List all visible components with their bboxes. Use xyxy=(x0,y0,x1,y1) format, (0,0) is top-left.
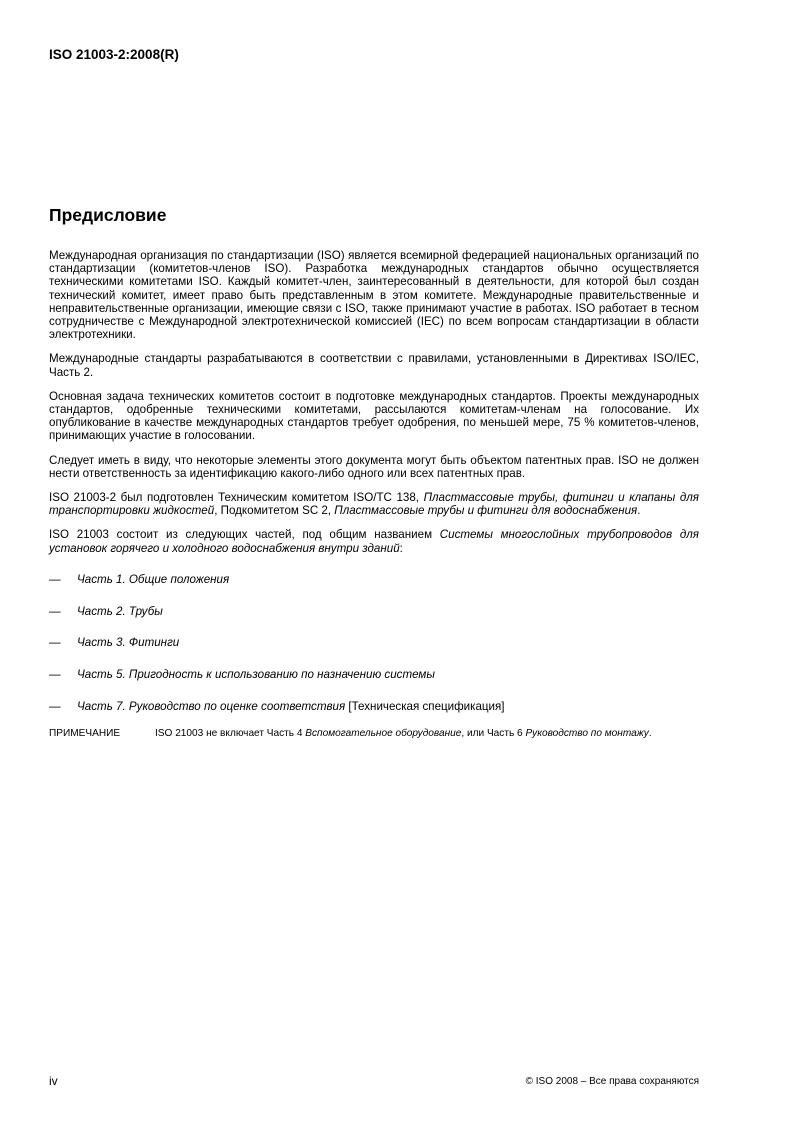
paragraph-6-series-title: Системы многослойных трубопроводов для установок горячего и холодного водоснабжения внутри зданий xyxy=(49,528,699,555)
dash: — xyxy=(49,636,61,650)
page-title: Предисловие xyxy=(49,205,167,225)
note-text-c: , или Часть 6 xyxy=(461,728,526,740)
parts-list xyxy=(49,573,699,713)
dash: — xyxy=(49,572,61,586)
paragraph-5-committee-title: Пластмассовые трубы, фитинги и клапаны для транспортировки жидкостей xyxy=(49,491,699,518)
list-item xyxy=(49,700,699,713)
note-part4-title: Вспомогательное оборудование xyxy=(305,728,462,740)
paragraph-6-text-c: : xyxy=(399,541,403,555)
part-title-wrapper xyxy=(77,573,229,586)
list-item xyxy=(49,636,699,649)
paragraph-1: Международная организация по стандартизации (ISO) является всемирной федерацией национальных организаций по стандартизации (комитетов-членов ISO). Разработка международных стандартов обычно осуществляется техническими комитетами ISO. Каждый комитет-член, заинтересованный в деятельности, для которой был создан технический комитет, имеет право быть представленным в этом комитете. Международные правительственные и неправительственные организации, имеющие связи с ISO, также принимают участие в работах. ISO работает в тесном сотрудничестве с Международной электротехнической комиссией (IEC) по всем вопросам стандартизации в области электротехники. xyxy=(49,249,699,342)
part-title: Часть 1. Общие положения xyxy=(77,572,230,586)
part-title-wrapper xyxy=(77,605,163,618)
foreword-body xyxy=(49,249,699,740)
note xyxy=(49,728,699,740)
part-title-wrapper xyxy=(77,636,179,649)
part-title-wrapper xyxy=(77,668,435,681)
paragraph-3: Основная задача технических комитетов состоит в подготовке международных стандартов. Проекты международных стандартов, одобренные техническими комитетами, рассылаются комитетам-членам на голосование. Их опубликование в качестве международных стандартов требует одобрения, по меньшей мере, 75 % комитетов-членов, принимающих участие в голосовании. xyxy=(49,389,699,443)
copyright-notice: © ISO 2008 – Все права сохраняются xyxy=(525,1076,699,1087)
paragraph-4: Следует иметь в виду, что некоторые элементы этого документа могут быть объектом патентных прав. ISO не должен нести ответственность за идентификацию какого-либо одного или всех патентных прав. xyxy=(49,453,699,480)
paragraph-5-text-a: ISO 21003-2 был подготовлен Техническим комитетом ISO/TC 138, xyxy=(49,491,424,505)
document-id: ISO 21003-2:2008(R) xyxy=(49,47,179,62)
paragraph-6 xyxy=(49,528,699,554)
part-title-wrapper xyxy=(77,700,505,713)
paragraph-5-text-c: , Подкомитетом SC 2, xyxy=(214,504,335,518)
paragraph-5-text-e: . xyxy=(637,504,641,518)
paragraph-5-subcommittee-title: Пластмассовые трубы и фитинги для водоснабжения xyxy=(334,504,638,518)
dash: — xyxy=(49,604,61,618)
part-title: Часть 7. Руководство по оценке соответствия xyxy=(77,699,346,713)
dash: — xyxy=(49,699,61,713)
list-item xyxy=(49,605,699,618)
list-item xyxy=(49,668,699,681)
part-extra: [Техническая спецификация] xyxy=(345,699,505,713)
note-text-a: ISO 21003 не включает Часть 4 xyxy=(155,728,306,740)
paragraph-6-text-a: ISO 21003 состоит из следующих частей, под общим названием xyxy=(49,528,440,542)
note-part6-title: Руководство по монтажу xyxy=(525,728,649,740)
part-title: Часть 3. Фитинги xyxy=(77,636,180,650)
page-number: iv xyxy=(49,1074,58,1088)
list-item xyxy=(49,573,699,586)
part-title: Часть 5. Пригодность к использованию по назначению системы xyxy=(77,667,435,681)
note-text-e: . xyxy=(648,728,652,740)
paragraph-5 xyxy=(49,491,699,517)
part-title: Часть 2. Трубы xyxy=(77,604,163,618)
dash: — xyxy=(49,667,61,681)
note-label: ПРИМЕЧАНИЕ xyxy=(49,728,121,740)
paragraph-2: Международные стандарты разрабатываются в соответствии с правилами, установленными в Директивах ISO/IEC, Часть 2. xyxy=(49,352,699,379)
